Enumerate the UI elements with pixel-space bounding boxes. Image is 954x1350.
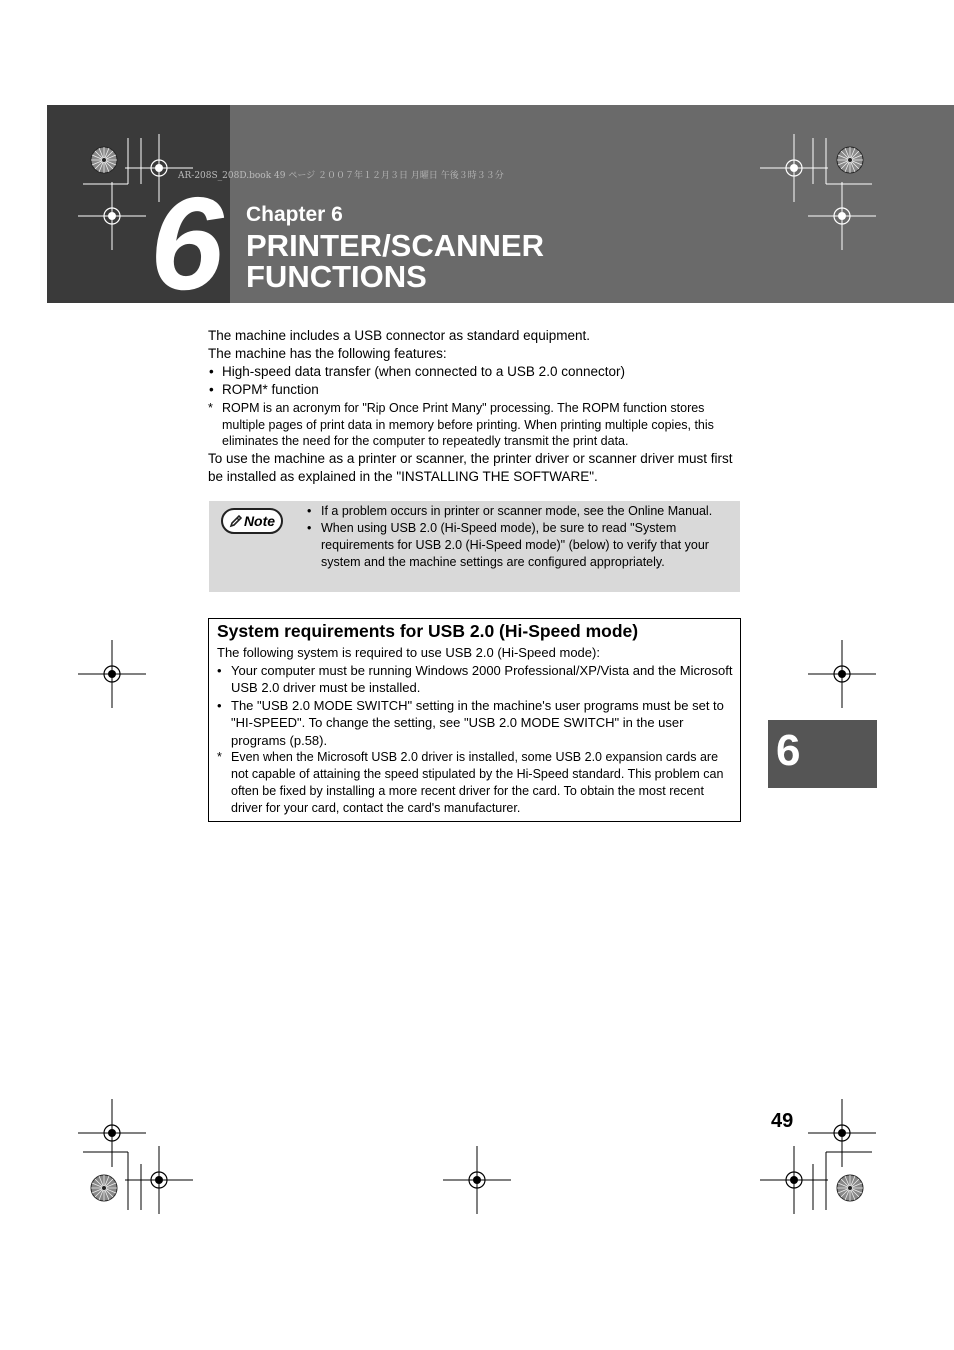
feature-bullet: • ROPM* function [208,381,748,399]
footnote-text: ROPM is an acronym for "Rip Once Print Many" processing. The ROPM function stores multiple pages of print data in memory before printing. When printing multiple copies, this eliminates the need for the computer to repeatedly transmit the print data. [222,401,714,448]
requirements-title: System requirements for USB 2.0 (Hi-Speed mode) [217,621,639,641]
footnote-mark: * [208,401,213,415]
note-badge-label: Note [243,513,276,529]
requirement-item: • Your computer must be running Windows 2000 Professional/XP/Vista and the Microsoft USB 2.0 driver must be installed. [217,662,737,697]
page-number: 49 [771,1110,794,1132]
intro-line: The machine includes a USB connector as standard equipment. [208,328,590,343]
intro-line: The machine has the following features: [208,346,447,361]
footnote-text: Even when the Microsoft USB 2.0 driver is installed, some USB 2.0 expansion cards are not capable of attaining the speed stipulated by the Hi-Speed standard. This problem can often be fixed by installing a more recent driver for the card. To obtain the most recent driver for your card, contact the card's manufacturer. [231,750,724,815]
side-tab-number: 6 [776,726,801,775]
intro-closing: To use the machine as a printer or scanner, the printer driver or scanner driver must first be installed as explained in the "INSTALLING THE SOFTWARE". [208,450,733,484]
title-line-1: PRINTER/SCANNER [246,228,544,263]
chapter-label: Chapter 6 [246,203,343,226]
note-item: • If a problem occurs in printer or scanner mode, see the Online Manual. [307,503,732,520]
feature-bullet: • High-speed data transfer (when connected to a USB 2.0 connector) [208,363,748,381]
chapter-number: 6 [150,170,220,317]
requirement-item: • The "USB 2.0 MODE SWITCH" setting in the machine's user programs must be set to "HI-SPEED". To change the setting, see "USB 2.0 MODE SWITCH" in the user programs (p.58). [217,697,737,750]
requirements-intro: The following system is required to use USB 2.0 (Hi-Speed mode): [217,645,600,660]
title-line-2: FUNCTIONS [246,259,427,294]
footnote-mark: * [217,750,222,764]
book-meta: AR-208S_208D.book 49 ページ ２００７年１２月３日 月曜日 午後３時３３分 [178,171,504,181]
note-item: • When using USB 2.0 (Hi-Speed mode), be sure to read "System requirements for USB 2.0 (Hi-Speed mode)" (below) to verify that your system and the machine settings are configured appropriately. [307,520,732,571]
